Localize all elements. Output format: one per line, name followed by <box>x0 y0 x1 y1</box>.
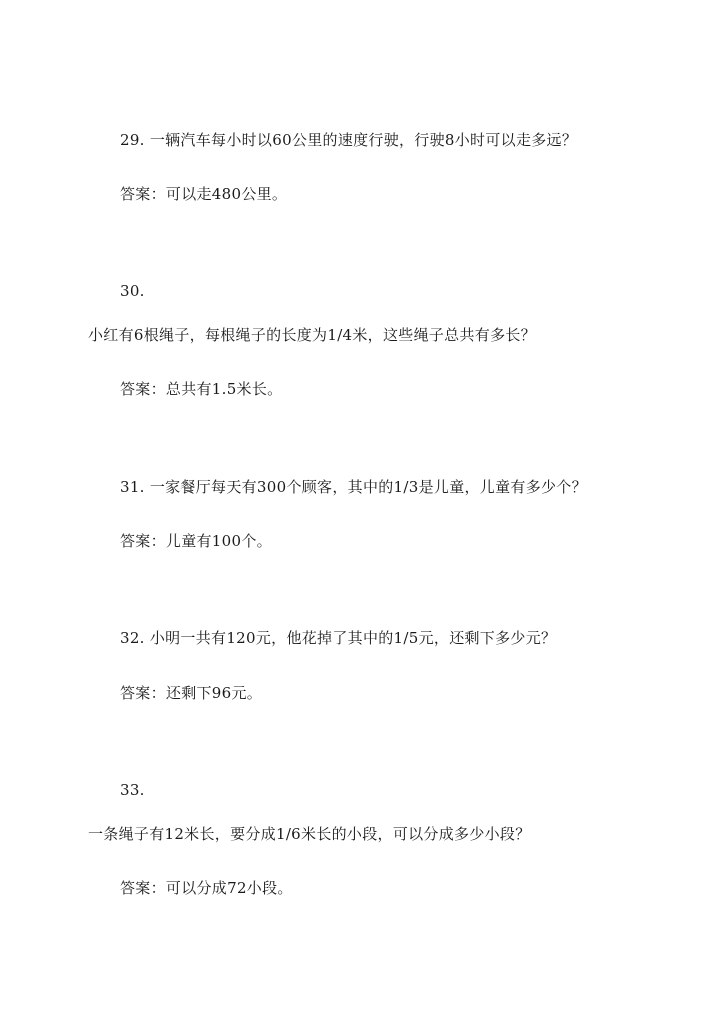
problem-29-answer: 答案：可以走480公里。 <box>120 185 288 203</box>
problem-29-question: 29. 一辆汽车每小时以60公里的速度行驶，行驶8小时可以走多远？ <box>120 131 578 149</box>
problem-32-answer: 答案：还剩下96元。 <box>120 684 263 702</box>
problem-31-question: 31. 一家餐厅每天有300个顾客，其中的1/3是儿童，儿童有多少个？ <box>120 478 587 496</box>
problem-33-question: 一条绳子有12米长，要分成1/6米长的小段，可以分成多少小段？ <box>88 825 531 843</box>
problem-33-number: 33. <box>120 781 145 799</box>
problem-30-question: 小红有6根绳子，每根绳子的长度为1/4米，这些绳子总共有多长？ <box>88 326 536 344</box>
problem-33-answer: 答案：可以分成72小段。 <box>120 879 293 897</box>
problem-32-question: 32. 小明一共有120元，他花掉了其中的1/5元，还剩下多少元？ <box>120 629 557 647</box>
problem-31-answer: 答案：儿童有100个。 <box>120 532 272 550</box>
problem-30-number: 30. <box>120 282 145 300</box>
problem-30-answer: 答案：总共有1.5米长。 <box>120 380 283 398</box>
